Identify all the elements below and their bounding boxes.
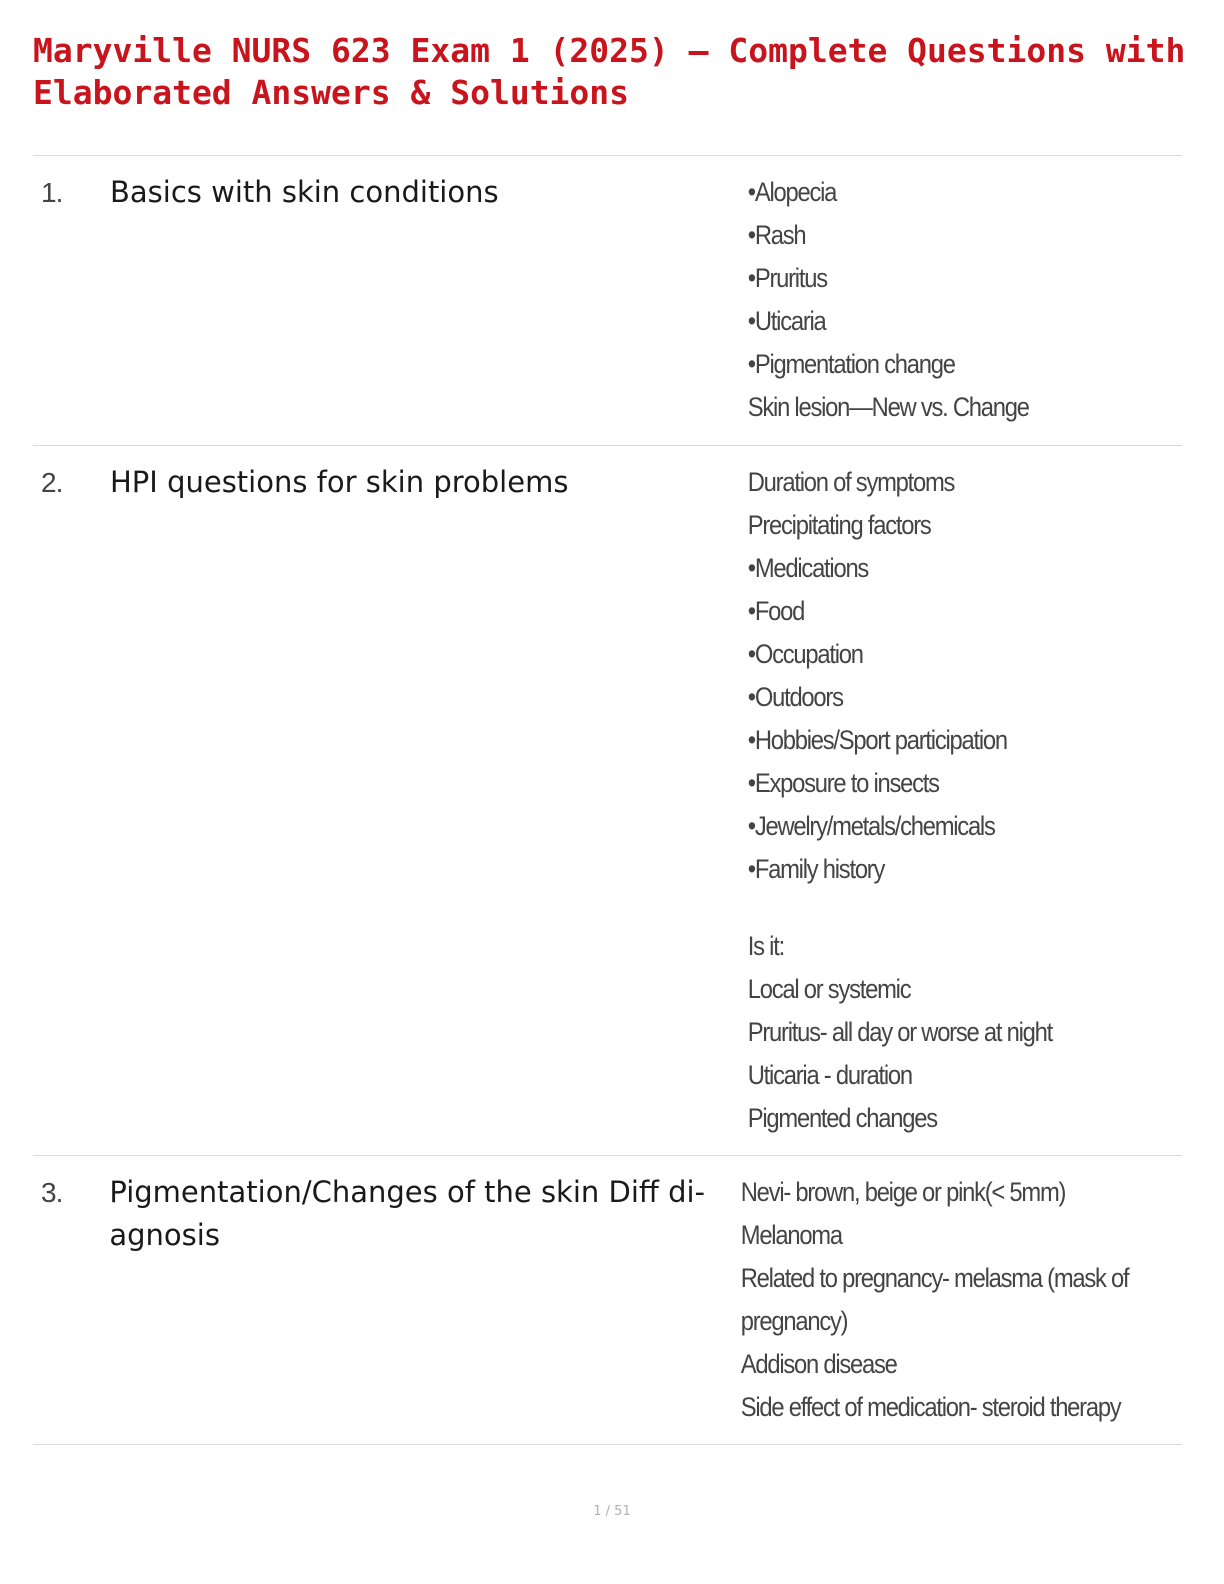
answer-line: •Food [747, 596, 805, 626]
answer-line: •Family history [747, 854, 885, 884]
answer-line: Duration of symptoms [747, 467, 955, 497]
qa-table [33, 155, 1182, 1445]
answer-line: Precipitating factors [747, 510, 931, 540]
answer-line: Nevi- brown, beige or pink(< 5mm) [741, 1177, 1066, 1207]
question-text: Basics with skin conditions [110, 175, 499, 209]
answer-line: •Jewelry/metals/chemicals [747, 811, 995, 841]
answer-spacer [748, 891, 1130, 925]
question-text: HPI questions for skin problems [110, 465, 569, 499]
question-text: Pigmentation/Changes of the skin Diff di-agnosis [109, 1175, 706, 1252]
answer-line: •Alopecia [747, 177, 837, 207]
qa-row-1 [33, 156, 1182, 446]
answer-line: Local or systemic [747, 974, 911, 1004]
question-number: 2. [41, 467, 63, 498]
answer-line: Pigmented changes [747, 1103, 937, 1133]
answer-block [739, 1171, 1128, 1444]
answer-line: •Occupation [747, 639, 863, 669]
answer-line: Side effect of medication- steroid therapy [741, 1392, 1121, 1422]
answer-block [746, 461, 1130, 1155]
answer-line: Related to pregnancy- melasma (mask of [741, 1263, 1129, 1293]
question-number: 1. [41, 177, 63, 208]
document-title: Maryville NURS 623 Exam 1 (2025) – Complete Questions with Elaborated Answers & Solutions [33, 31, 1186, 112]
answer-line: •Medications [747, 553, 869, 583]
answer-line: Is it: [747, 931, 784, 961]
answer-line: Uticaria - duration [747, 1060, 912, 1090]
qa-row-3 [33, 1156, 1182, 1445]
answer-line: •Pruritus [747, 263, 827, 293]
answer-line: •Rash [747, 220, 806, 250]
question-number: 3. [41, 1177, 63, 1208]
answer-line: •Pigmentation change [747, 349, 955, 379]
qa-row-2 [33, 446, 1182, 1156]
answer-line: •Outdoors [747, 682, 843, 712]
answer-line: Melanoma [741, 1220, 843, 1250]
page-number: 1 / 51 [593, 1504, 631, 1519]
answer-line: •Uticaria [747, 306, 826, 336]
answer-line: •Exposure to insects [747, 768, 939, 798]
answer-line: •Hobbies/Sport participation [747, 725, 1007, 755]
answer-line: Addison disease [741, 1349, 898, 1379]
answer-block [746, 171, 1130, 445]
answer-line: Skin lesion—New vs. Change [747, 392, 1029, 422]
answer-line: Pruritus- all day or worse at night [747, 1017, 1052, 1047]
answer-line: pregnancy) [741, 1306, 848, 1336]
